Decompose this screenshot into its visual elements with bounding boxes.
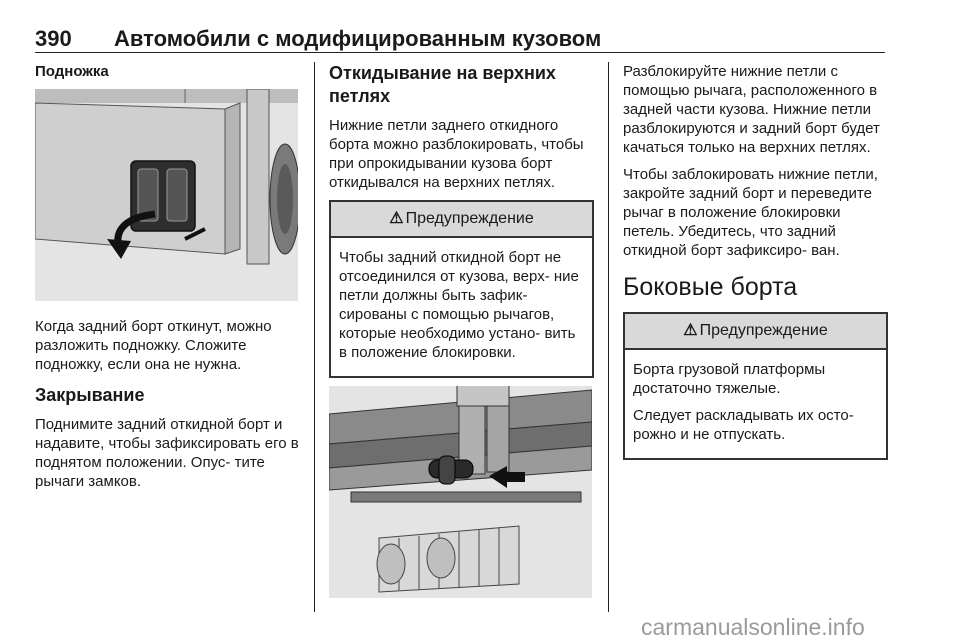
column-divider-right [608,62,609,612]
hinge-lever-figure [329,386,592,598]
section-heading-step: Подножка [35,63,109,80]
warning-text-weight: Борта грузовой платформы достаточно тяжелые. [633,361,826,397]
page-header [35,26,885,54]
paragraph-lock: Чтобы заблокировать нижние петли, закройте задний борт и переведите рычаг в положение блокировки петель. Убедитесь, что задний откидной борт зафиксиро- ван. [623,166,878,259]
warning-icon: ⚠ [389,210,404,227]
column-2 [329,62,594,598]
paragraph-closing: Поднимите задний откидной борт и надавите, чтобы зафиксировать его в поднятом положении. Опус- тите рычаги замков. [35,416,299,490]
paragraph-unlock: Разблокируйте нижние петли с помощью рычага, расположенного в задней части кузова. Нижние петли разблокируются и задний борт будет качаться только на верхних петлях. [623,63,880,156]
column-3 [623,62,888,468]
section-heading-tipping: Откидывание на верхних петлях [329,63,556,106]
warning-text: Чтобы задний откидной борт не отсоединился от кузова, верх- ние петли должны быть зафик- сированы с помощью рычагов, которые необходимо устано- вить в положение блокировки. [339,249,579,361]
section-heading-closing: Закрывание [35,385,145,405]
warning-title: Предупреждение [405,210,534,227]
step-figure [35,89,298,301]
paragraph-tipping: Нижние петли заднего откидного борта можно разблокировать, чтобы при опрокидывании кузова борт откидывался на верхних петлях. [329,117,584,191]
page-number: 390 [35,26,72,51]
column-divider-left [314,62,315,612]
watermark: carmanualsonline.info [641,614,865,640]
warning-header [625,314,886,350]
warning-box-side-boards [623,312,888,460]
header-divider [35,52,885,53]
paragraph-step-unfold: Когда задний борт откинут, можно разложить подножку. Сложите подножку, если она не нужна. [35,318,272,373]
warning-icon: ⚠ [683,322,698,339]
warning-box-hinges [329,200,594,378]
section-heading-side-boards: Боковые борта [623,273,798,301]
page-title: Автомобили с модифицированным кузовом [114,26,602,51]
column-1 [35,62,300,499]
warning-text-care: Следует раскладывать их осто- рожно и не отпускать. [633,407,854,443]
warning-title: Предупреждение [699,322,828,339]
warning-header [331,202,592,238]
